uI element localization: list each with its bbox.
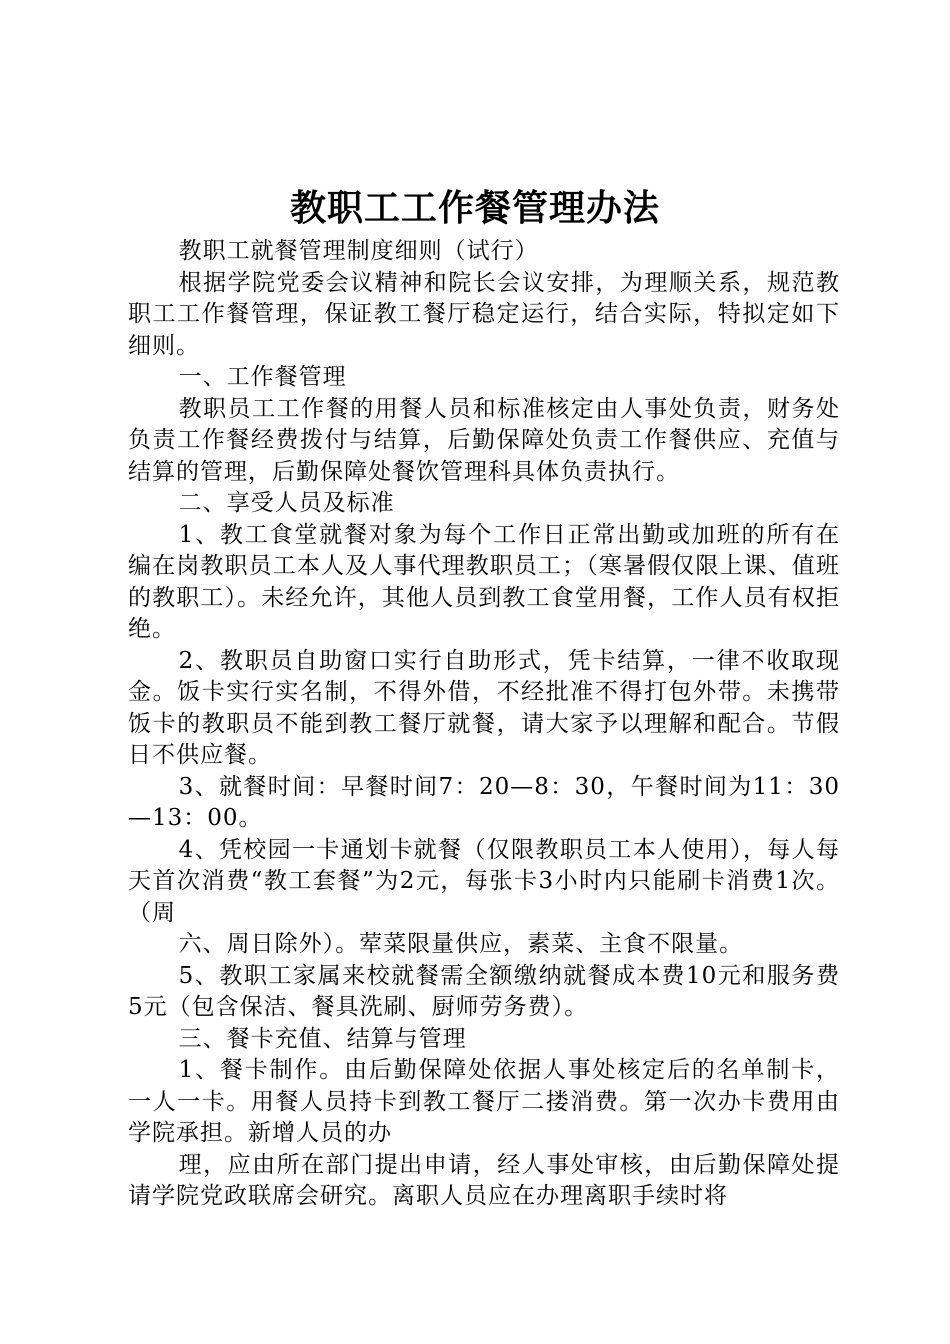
section-2-item-3: 3、就餐时间：早餐时间7：20—8：30，午餐时间为11：30—13：00。 (128, 773, 840, 831)
document-body (128, 236, 840, 1213)
intro-paragraph: 根据学院党委会议精神和院长会议安排，为理顺关系，规范教职工工作餐管理，保证教工餐厅稳定运行，结合实际，特拟定如下细则。 (128, 269, 840, 359)
section-2-item-4: 4、凭校园一卡通划卡就餐（仅限教职员工本人使用），每人每天首次消费“教工套餐”为2元，每张卡3小时内只能刷卡消费1次。（周 (128, 836, 840, 926)
subtitle-paragraph: 教职工就餐管理制度细则（试行） (178, 238, 539, 264)
section-1-paragraph: 教职员工工作餐的用餐人员和标准核定由人事处负责，财务处负责工作餐经费拨付与结算，后勤保障处负责工作餐供应、充值与结算的管理，后勤保障处餐饮管理科具体负责执行。 (128, 395, 840, 485)
section-2-item-4-continued: 六、周日除外）。荤菜限量供应，素菜、主食不限量。 (178, 931, 744, 957)
document-title: 教职工工作餐管理办法 (289, 187, 660, 229)
section-2-item-5: 5、教职工家属来校就餐需全额缴纳就餐成本费10元和服务费5元（包含保洁、餐具洗刷、厨师劳务费）。 (128, 962, 840, 1020)
section-2-item-2: 2、教职员自助窗口实行自助形式，凭卡结算，一律不收取现金。饭卡实行实名制，不得外借，不经批准不得打包外带。未携带饭卡的教职员不能到教工餐厅就餐，请大家予以理解和配合。节假日不供应餐。 (128, 647, 840, 768)
section-heading-1: 一、工作餐管理 (178, 364, 347, 390)
section-3-item-1: 1、餐卡制作。由后勤保障处依据人事处核定后的名单制卡，一人一卡。用餐人员持卡到教工餐厅二搂消费。第一次办卡费用由学院承担。新增人员的办 (128, 1057, 840, 1146)
section-3-item-1-continued: 理，应由所在部门提出申请，经人事处审核，由后勤保障处提请学院党政联席会研究。离职人员应在办理离职手续时将 (128, 1151, 840, 1209)
section-heading-2: 二、享受人员及标准 (178, 490, 395, 516)
section-heading-3: 三、餐卡充值、结算与管理 (178, 1025, 467, 1052)
section-2-item-1: 1、教工食堂就餐对象为每个工作日正常出勤或加班的所有在编在岗教职员工本人及人事代理教职员工；（寒暑假仅限上课、值班的教职工）。未经允许，其他人员到教工食堂用餐，工作人员有权拒绝。 (128, 521, 840, 642)
